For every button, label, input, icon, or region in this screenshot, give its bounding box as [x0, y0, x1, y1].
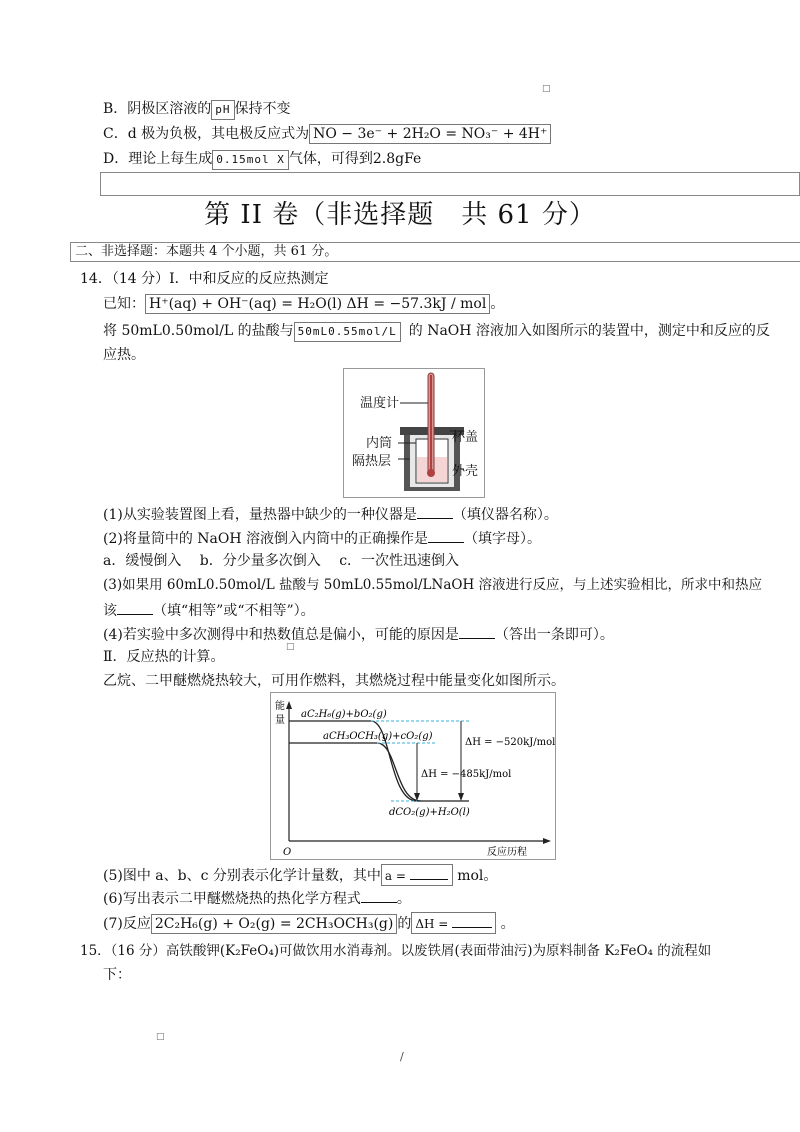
q14-known-prefix: 已知： [103, 296, 145, 312]
q14-p2-options: a．缓慢倒入 b．分少量多次倒入 c．一次性迅速倒入 [103, 553, 460, 569]
level-b-label: aCH₃OCH₃(g)+cO₂(g) [323, 731, 433, 742]
q14-line1 [103, 322, 770, 342]
q14-p2 [103, 528, 541, 548]
q14-p3-suffix: （填“相等”或“不相等”）。 [153, 603, 315, 619]
origin-label: O [283, 847, 292, 858]
q14-p6-suffix: 。 [396, 891, 411, 907]
answer-blank-2[interactable] [428, 528, 464, 543]
q14-p4-suffix: （答出一条即可）。 [494, 627, 614, 643]
q14-p5-box-text: a = [384, 869, 406, 883]
q14-p7-box2 [411, 912, 496, 934]
q14-p7-mid: 的 [397, 916, 412, 932]
q14-known-suffix: 。 [490, 296, 505, 312]
answer-blank-3[interactable] [117, 600, 153, 615]
option-d-suffix: 气体，可得到2.8gFe [288, 151, 422, 167]
q14-p5-suffix: mol。 [457, 868, 498, 884]
option-b [103, 100, 291, 120]
dh1-label: ΔH = −520kJ/mol [465, 737, 555, 748]
x-axis-label: 反应历程 [487, 847, 527, 858]
label-insulation: 隔热层 [352, 454, 392, 469]
q14-p7-box2-text: ΔH = [415, 917, 449, 931]
inline-mark: □ [286, 642, 295, 652]
bottom-mark: □ [156, 1032, 165, 1042]
q14-p7-suffix: 。 [500, 916, 515, 932]
q14-p3-line2 [103, 600, 315, 620]
corner-mark: □ [542, 84, 551, 94]
q14-p7-box: 2C₂H₆(g) + O₂(g) = 2CH₃OCH₃(g) [151, 914, 398, 934]
q14-part2-title: Ⅱ．反应热的计算。 [103, 649, 225, 665]
option-d-prefix: D．理论上每生成 [103, 151, 213, 167]
level-a-label: aC₂H₆(g)+bO₂(g) [301, 709, 387, 720]
answer-blank-6[interactable] [361, 888, 397, 903]
y-axis-label-2: 量 [275, 715, 285, 726]
label-inner: 内筒 [366, 436, 393, 451]
q14-p1-prefix: (1)从实验装置图上看，量热器中缺少的一种仪器是 [103, 507, 417, 523]
q14-line1-suffix: 的 NaOH 溶液加入如图所示的装置中，测定中和反应的反 [408, 323, 770, 339]
calorimeter-diagram [344, 369, 484, 497]
part-title: 第 II 卷（非选择题 共 61 分） [204, 200, 596, 230]
option-c-box: NO − 3e⁻ + 2H₂O = NO₃⁻ + 4H⁺ [309, 124, 551, 144]
q14-p7-prefix: (7)反应 [103, 916, 151, 932]
q14-p1-suffix: （填仪器名称）。 [452, 507, 558, 523]
section-header: 二、非选择题：本题共 4 个小题，共 61 分。 [70, 242, 800, 262]
option-b-suffix: 保持不变 [234, 101, 291, 117]
q14-p4-prefix: (4)若实验中多次测得中和热数值总是偏小，可能的原因是 [103, 627, 459, 643]
q14-line2: 应热。 [103, 347, 145, 363]
q15-line2: 下： [103, 967, 131, 983]
q14-known-box: H⁺(aq) + OH⁻(aq) = H₂O(l) ΔH = −57.3kJ / mol [145, 294, 490, 314]
label-lid: 杯盖 [452, 430, 479, 445]
q14-known [103, 294, 504, 314]
answer-blank-5[interactable] [410, 865, 448, 880]
q14-p5 [103, 864, 497, 886]
level-c-label: dCO₂(g)+H₂O(l) [389, 807, 470, 818]
q14-line1-prefix: 将 50mL0.50mol/L 的盐酸与 [103, 323, 294, 339]
q14-p7 [103, 912, 515, 934]
answer-blank-1[interactable] [417, 504, 453, 519]
dh2-label: ΔH = −485kJ/mol [421, 769, 512, 780]
q14-intro: 乙烷、二甲醚燃烧热较大，可用作燃料，其燃烧过程中能量变化如图所示。 [103, 673, 565, 689]
option-b-box: pH [211, 100, 234, 120]
q14-p6 [103, 888, 411, 908]
q15-line1: 15．（16 分）高铁酸钾(K₂FeO₄)可做饮用水消毒剂。以废铁屑(表面带油污)为原料制备 K₂FeO₄ 的流程如 [80, 943, 712, 959]
q14-p3-line1: (3)如果用 60mL0.50mol/L 盐酸与 50mL0.55mol/LNaOH 溶液进行反应，与上述实验相比，所求中和热应 [103, 577, 763, 593]
q14-title: 14．（14 分）Ⅰ．中和反应的反应热测定 [80, 271, 329, 287]
option-d-box: 0.15mol X [212, 150, 289, 170]
q14-p2-suffix: （填字母）。 [464, 531, 542, 547]
energy-diagram [271, 693, 555, 859]
label-shell: 外壳 [452, 464, 479, 479]
q14-p5-prefix: (5)图中 a、b、c 分别表示化学计量数，其中 [103, 868, 381, 884]
q14-p3-prefix: 该 [103, 603, 117, 619]
q14-p2-prefix: (2)将量筒中的 NaOH 溶液倒入内筒中的正确操作是 [103, 531, 429, 547]
q14-p5-box [381, 864, 453, 886]
option-c [103, 124, 551, 144]
q14-line1-box: 50mL0.55mol/L [294, 322, 401, 342]
curve-dme [377, 743, 421, 801]
label-thermometer: 温度计 [360, 396, 400, 411]
q14-p1 [103, 504, 558, 524]
option-c-prefix: C．d 极为负极，其电极反应式为 [103, 126, 310, 142]
answer-blank-4[interactable] [459, 624, 495, 639]
option-d [103, 150, 421, 170]
empty-frame [100, 172, 800, 196]
q14-p6-prefix: (6)写出表示二甲醚燃烧热的热化学方程式 [103, 891, 361, 907]
q14-p4 [103, 624, 614, 644]
calorimeter-figure [343, 368, 485, 498]
page-mark: / [400, 1050, 404, 1063]
y-axis-label-1: 能 [275, 701, 285, 712]
energy-diagram-figure [270, 692, 556, 860]
option-b-prefix: B．阴极区溶液的 [103, 101, 212, 117]
answer-blank-7[interactable] [452, 913, 492, 928]
